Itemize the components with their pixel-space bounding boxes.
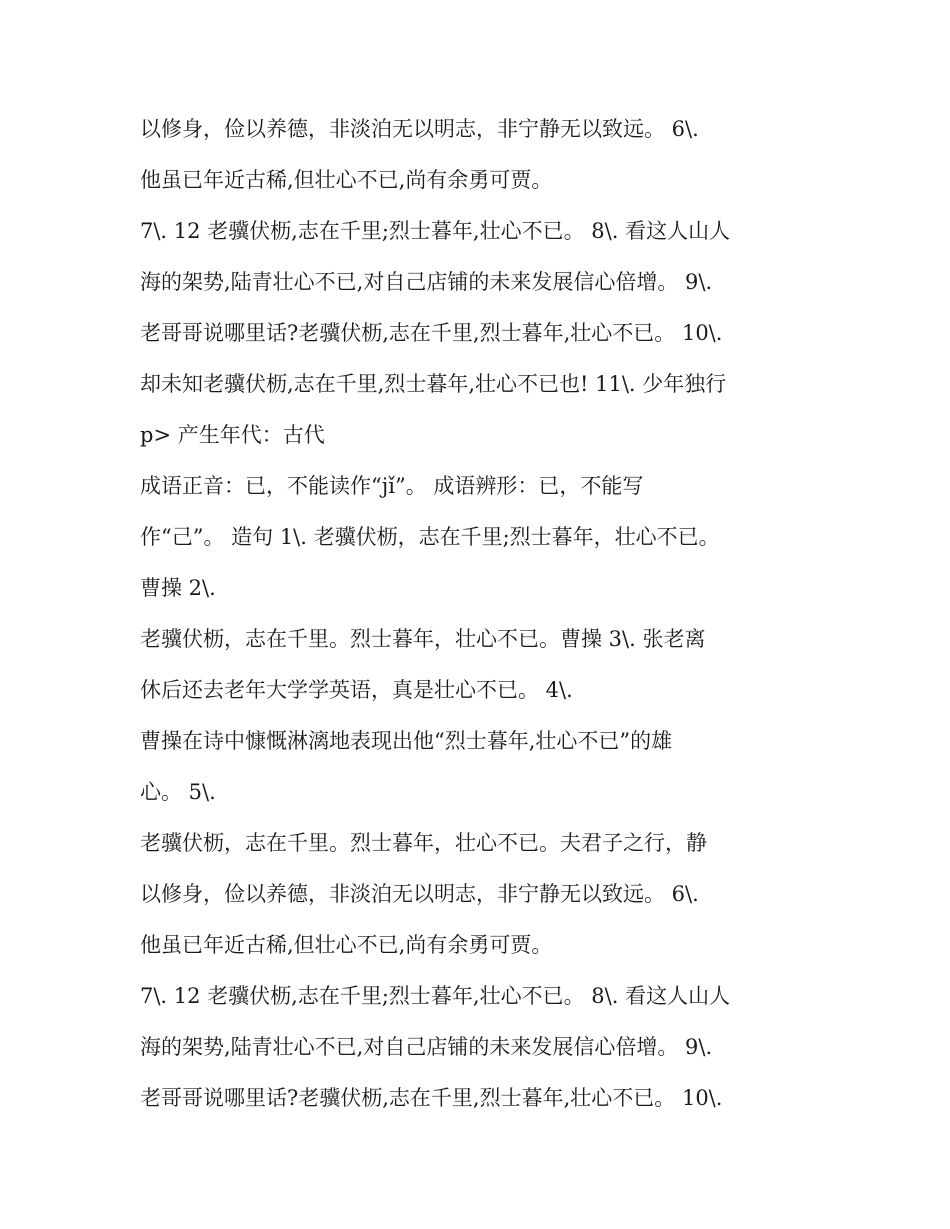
text-line: 海的架势,陆青壮心不已,对自己店铺的未来发展信心倍增。 9\.	[140, 270, 713, 294]
text-line: 老骥伏枥，志在千里。烈士暮年，壮心不已。夫君子之行，静	[140, 831, 707, 855]
text-line: 心。 5\.	[140, 780, 216, 804]
text-line: 却未知老骥伏枥,志在千里,烈士暮年,壮心不已也! 11\. 少年独行	[140, 372, 727, 396]
text-line: 以修身，俭以养德，非淡泊无以明志，非宁静无以致远。 6\.	[140, 882, 699, 906]
text-line: 他虽已年近古稀,但壮心不已,尚有余勇可贾。	[140, 933, 553, 957]
text-line: 作“己”。 造句 1\. 老骥伏枥，志在千里;烈士暮年，壮心不已。	[140, 525, 720, 549]
text-line: 成语正音：已，不能读作“jǐ”。 成语辨形：已，不能写	[140, 474, 644, 498]
text-line: 老骥伏枥，志在千里。烈士暮年，壮心不已。曹操 3\. 张老离	[140, 627, 706, 651]
text-line: 老哥哥说哪里话?老骥伏枥,志在千里,烈士暮年,壮心不已。 10\.	[140, 321, 723, 345]
text-line: 老哥哥说哪里话?老骥伏枥,志在千里,烈士暮年,壮心不已。 10\.	[140, 1086, 723, 1110]
text-line: 7\. 12 老骥伏枥,志在千里;烈士暮年,壮心不已。 8\. 看这人山人	[140, 219, 731, 243]
text-line: 7\. 12 老骥伏枥,志在千里;烈士暮年,壮心不已。 8\. 看这人山人	[140, 984, 731, 1008]
text-line: 海的架势,陆青壮心不已,对自己店铺的未来发展信心倍增。 9\.	[140, 1035, 713, 1059]
text-line: 以修身，俭以养德，非淡泊无以明志，非宁静无以致远。 6\.	[140, 117, 699, 141]
text-line: 他虽已年近古稀,但壮心不已,尚有余勇可贾。	[140, 168, 553, 192]
text-line: 曹操 2\.	[140, 576, 216, 600]
text-line: 休后还去老年大学学英语，真是壮心不已。 4\.	[140, 678, 573, 702]
text-line: 曹操在诗中慷慨淋漓地表现出他“烈士暮年,壮心不已”的雄	[140, 729, 673, 753]
document-text	[140, 104, 830, 1124]
text-line: p> 产生年代：古代	[140, 423, 325, 447]
